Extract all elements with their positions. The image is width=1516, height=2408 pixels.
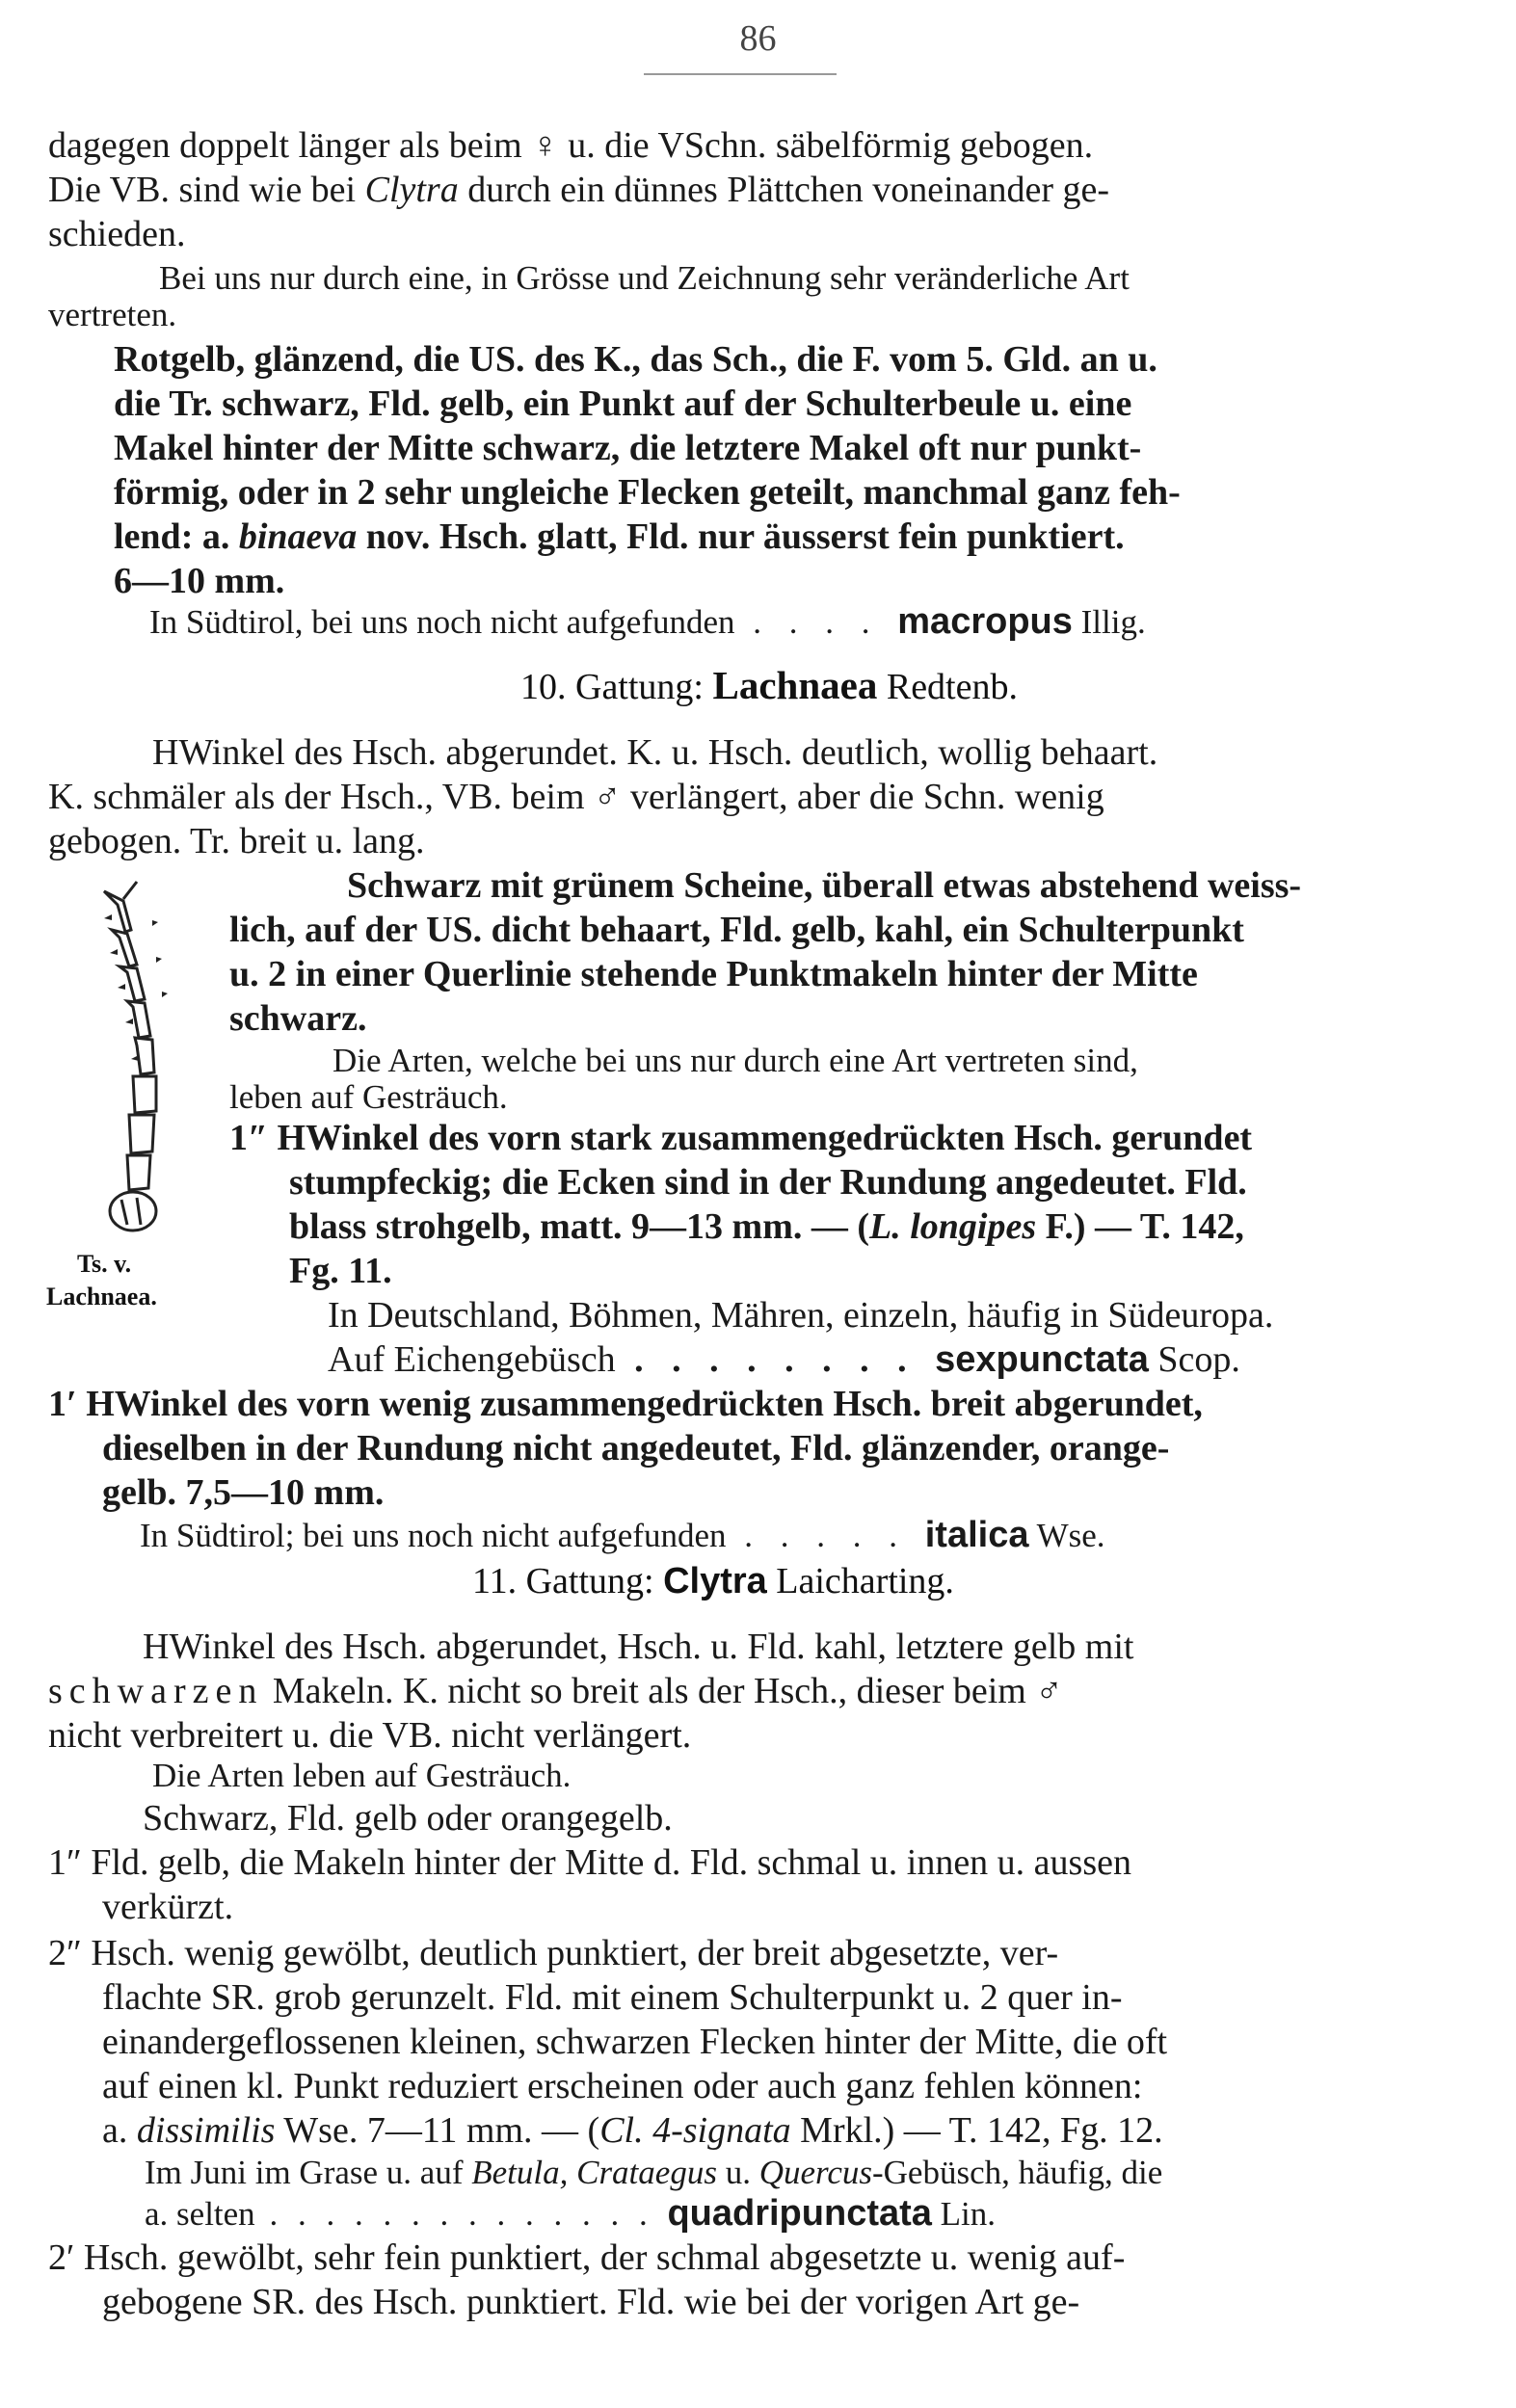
page-number: 86 (739, 18, 777, 59)
text-line: gebogen. Tr. breit u. lang. (48, 821, 425, 861)
text-line: gelb. 7,5—10 mm. (102, 1472, 385, 1513)
text-line: nicht verbreitert u. die VB. nicht verlängert. (48, 1715, 692, 1756)
genus-heading: 11. Gattung: Clytra Laicharting. (472, 1561, 954, 1601)
text-line: In Deutschland, Böhmen, Mähren, einzeln, häufig in Südeuropa. (328, 1295, 1274, 1336)
text-line: Schwarz, Fld. gelb oder orangegelb. (143, 1798, 673, 1839)
text-line: vertreten. (48, 296, 177, 333)
species-line: a. selten . . . . . . . . . . . . . . quadripunctata Lin. (145, 2193, 997, 2234)
text-line: K. schmäler als der Hsch., VB. beim ♂ verlängert, aber die Schn. wenig (48, 777, 1104, 817)
text-line: flachte SR. grob gerunzelt. Fld. mit einem Schulterpunkt u. 2 quer in- (102, 1977, 1123, 2018)
text-line: 2″ Hsch. wenig gewölbt, deutlich punktiert, der breit abgesetzte, ver- (48, 1933, 1059, 1973)
text-line: a. dissimilis Wse. 7—11 mm. — (Cl. 4-signata Mrkl.) — T. 142, Fg. 12. (102, 2110, 1163, 2151)
text-line: lich, auf der US. dicht behaart, Fld. gelb, kahl, ein Schulterpunkt (229, 910, 1244, 950)
text-line: 6—10 mm. (114, 561, 285, 601)
species-line: In Südtirol, bei uns noch nicht aufgefunden . . . . macropus Illig. (149, 601, 1146, 642)
antenna-figure (48, 872, 202, 1238)
text-line: Schwarz mit grünem Scheine, überall etwas abstehend weiss- (347, 865, 1302, 906)
text-line: förmig, oder in 2 sehr ungleiche Flecken geteilt, manchmal ganz feh- (114, 472, 1181, 513)
text-line: blass strohgelb, matt. 9—13 mm. — (L. longipes F.) — T. 142, (289, 1206, 1244, 1247)
text-line: Die Arten, welche bei uns nur durch eine Art vertreten sind, (332, 1042, 1138, 1079)
text-line: lend: a. binaeva nov. Hsch. glatt, Fld. nur äusserst fein punktiert. (114, 516, 1125, 557)
text-line: Im Juni im Grase u. auf Betula, Crataegus u. Quercus-Gebüsch, häufig, die (145, 2154, 1163, 2191)
text-line: dieselben in der Rundung nicht angedeutet, Fld. glänzender, orange- (102, 1428, 1170, 1469)
text-line: Fg. 11. (289, 1251, 392, 1291)
text-line: schwarzen Makeln. K. nicht so breit als der Hsch., dieser beim ♂ (48, 1671, 1063, 1711)
text-line: 1′ HWinkel des vorn wenig zusammengedrückten Hsch. breit abgerundet, (48, 1384, 1203, 1424)
text-line: stumpfeckig; die Ecken sind in der Rundung angedeutet. Fld. (289, 1162, 1247, 1203)
text-line: einandergeflossenen kleinen, schwarzen Flecken hinter der Mitte, die oft (102, 2022, 1168, 2062)
text-line: auf einen kl. Punkt reduziert erscheinen oder auch ganz fehlen können: (102, 2066, 1143, 2106)
text-line: leben auf Gesträuch. (229, 1078, 508, 1116)
text-line: Die Arten leben auf Gesträuch. (152, 1757, 572, 1794)
header-rule (644, 73, 837, 75)
text-line: die Tr. schwarz, Fld. gelb, ein Punkt auf der Schulterbeule u. eine (114, 384, 1132, 424)
text-line: schwarz. (229, 998, 367, 1039)
text-line: 1″ HWinkel des vorn stark zusammengedrückten Hsch. gerundet (229, 1118, 1253, 1158)
species-line: In Südtirol; bei uns noch nicht aufgefunden . . . . . italica Wse. (140, 1515, 1105, 1555)
text-line: HWinkel des Hsch. abgerundet, Hsch. u. Fld. kahl, letztere gelb mit (143, 1627, 1134, 1667)
text-line: dagegen doppelt länger als beim ♀ u. die VSchn. säbelförmig gebogen. (48, 125, 1094, 166)
text-line: schieden. (48, 214, 186, 254)
genus-heading: 10. Gattung: Lachnaea Redtenb. (520, 663, 1018, 707)
text-line: Die VB. sind wie bei Clytra durch ein dünnes Plättchen voneinander ge- (48, 170, 1110, 210)
text-line: Makel hinter der Mitte schwarz, die letztere Makel oft nur punkt- (114, 428, 1142, 468)
text-line: gebogene SR. des Hsch. punktiert. Fld. wie bei der vorigen Art ge- (102, 2282, 1080, 2322)
figure-caption-line2: Lachnaea. (46, 1283, 157, 1310)
text-line: 2′ Hsch. gewölbt, sehr fein punktiert, der schmal abgesetzte u. wenig auf- (48, 2237, 1126, 2278)
text-line: Rotgelb, glänzend, die US. des K., das Sch., die F. vom 5. Gld. an u. (114, 339, 1157, 380)
species-line: Auf Eichengebüsch . . . . . . . . sexpunctata Scop. (328, 1339, 1240, 1380)
text-line: verkürzt. (102, 1887, 234, 1927)
figure-caption-line1: Ts. v. (77, 1250, 132, 1278)
text-line: HWinkel des Hsch. abgerundet. K. u. Hsch. deutlich, wollig behaart. (152, 732, 1158, 773)
text-line: Bei uns nur durch eine, in Grösse und Zeichnung sehr veränderliche Art (159, 259, 1130, 297)
text-line: 1″ Fld. gelb, die Makeln hinter der Mitte d. Fld. schmal u. innen u. aussen (48, 1842, 1131, 1883)
text-line: u. 2 in einer Querlinie stehende Punktmakeln hinter der Mitte (229, 954, 1198, 994)
